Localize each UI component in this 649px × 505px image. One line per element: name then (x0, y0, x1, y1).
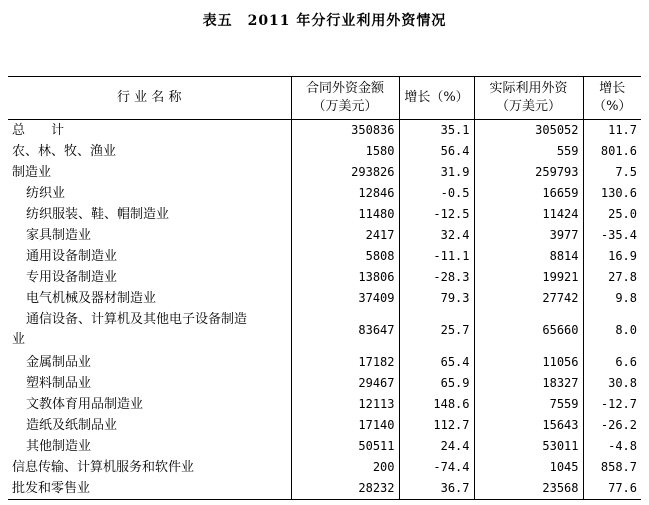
row-growth-1: -0.5 (399, 183, 474, 204)
row-actual-amount: 1045 (474, 457, 583, 478)
header-contract-unit: （万美元） (312, 99, 378, 114)
row-growth-2: -4.8 (583, 436, 641, 457)
row-growth-1: 32.4 (399, 225, 474, 246)
row-growth-1: -28.3 (399, 267, 474, 288)
table-row (8, 352, 641, 373)
row-growth-2: 16.9 (583, 246, 641, 267)
table-row (8, 204, 641, 225)
row-growth-2: -26.2 (583, 415, 641, 436)
row-growth-1: -12.5 (399, 204, 474, 225)
table-row (8, 436, 641, 457)
row-growth-2: 27.8 (583, 267, 641, 288)
row-growth-1: 148.6 (399, 394, 474, 415)
row-growth-1: 79.3 (399, 288, 474, 309)
header-growth-2 (583, 77, 641, 120)
table-title: 表五 2011 年分行业利用外资情况 (202, 13, 447, 29)
table-row (8, 373, 641, 394)
row-growth-2: -12.7 (583, 394, 641, 415)
row-industry-name: 塑料制品业 (26, 376, 92, 391)
row-growth-1: 36.7 (399, 478, 474, 500)
row-contract-amount: 11480 (291, 204, 399, 225)
row-growth-1: 56.4 (399, 141, 474, 162)
row-actual-amount: 305052 (474, 120, 583, 142)
row-contract-amount: 17182 (291, 352, 399, 373)
row-actual-amount: 8814 (474, 246, 583, 267)
row-industry-name: 其他制造业 (26, 439, 92, 454)
row-contract-amount: 50511 (291, 436, 399, 457)
row-industry-name: 纺织服装、鞋、帽制造业 (26, 207, 170, 222)
header-industry-label: 行 业 名 称 (117, 90, 182, 105)
row-actual-amount: 16659 (474, 183, 583, 204)
row-contract-amount: 1580 (291, 141, 399, 162)
row-industry-name: 家具制造业 (26, 228, 92, 243)
header-actual-label: 实际利用外资 (489, 81, 568, 96)
table-row (8, 225, 641, 246)
row-industry-name: 造纸及纸制品业 (26, 418, 118, 433)
row-growth-1: 24.4 (399, 436, 474, 457)
row-growth-1: -11.1 (399, 246, 474, 267)
header-growth-1-label: 增长（%） (404, 90, 469, 105)
row-actual-amount: 7559 (474, 394, 583, 415)
row-industry-name (8, 309, 291, 352)
header-growth-1 (399, 77, 474, 120)
table-row (8, 457, 641, 478)
row-growth-1: 65.4 (399, 352, 474, 373)
row-industry-name: 文教体育用品制造业 (26, 397, 144, 412)
row-growth-1: 112.7 (399, 415, 474, 436)
row-growth-2: 30.8 (583, 373, 641, 394)
header-growth-2-label: 增长（%） (593, 81, 632, 114)
row-actual-amount: 15643 (474, 415, 583, 436)
row-industry-name: 电气机械及器材制造业 (26, 291, 157, 306)
row-contract-amount: 28232 (291, 478, 399, 500)
row-actual-amount: 559 (474, 141, 583, 162)
row-actual-amount: 11056 (474, 352, 583, 373)
row-contract-amount: 13806 (291, 267, 399, 288)
row-industry-name: 专用设备制造业 (26, 270, 118, 285)
row-contract-amount: 12113 (291, 394, 399, 415)
row-industry-name: 通用设备制造业 (26, 249, 118, 264)
row-growth-2: -35.4 (583, 225, 641, 246)
row-growth-2: 11.7 (583, 120, 641, 142)
row-industry-name-line2: 业 (12, 332, 26, 347)
table-row (8, 288, 641, 309)
row-actual-amount: 3977 (474, 225, 583, 246)
row-contract-amount: 17140 (291, 415, 399, 436)
row-contract-amount: 350836 (291, 120, 399, 142)
header-row (8, 77, 641, 120)
header-contract-amount (291, 77, 399, 120)
table-row (8, 246, 641, 267)
row-actual-amount: 23568 (474, 478, 583, 500)
row-growth-2: 6.6 (583, 352, 641, 373)
row-contract-amount: 83647 (291, 309, 399, 352)
row-growth-2: 130.6 (583, 183, 641, 204)
table-row (8, 141, 641, 162)
table-row (8, 162, 641, 183)
row-actual-amount: 18327 (474, 373, 583, 394)
table-row (8, 120, 641, 142)
row-growth-2: 801.6 (583, 141, 641, 162)
row-contract-amount: 5808 (291, 246, 399, 267)
row-contract-amount: 2417 (291, 225, 399, 246)
table-row (8, 394, 641, 415)
table-row (8, 478, 641, 500)
row-growth-2: 858.7 (583, 457, 641, 478)
row-industry-name: 总 计 (12, 123, 65, 138)
row-actual-amount: 65660 (474, 309, 583, 352)
row-growth-2: 7.5 (583, 162, 641, 183)
row-actual-amount: 27742 (474, 288, 583, 309)
row-growth-1: 35.1 (399, 120, 474, 142)
row-contract-amount: 37409 (291, 288, 399, 309)
row-actual-amount: 11424 (474, 204, 583, 225)
row-contract-amount: 12846 (291, 183, 399, 204)
header-industry (8, 77, 291, 120)
row-industry-name: 批发和零售业 (8, 478, 291, 500)
industry-foreign-investment-table (8, 76, 641, 500)
row-industry-name: 信息传输、计算机服务和软件业 (12, 460, 195, 475)
row-actual-amount: 19921 (474, 267, 583, 288)
table-row (8, 415, 641, 436)
row-growth-1: -74.4 (399, 457, 474, 478)
row-industry-name: 纺织业 (26, 186, 66, 201)
table-row (8, 309, 641, 352)
row-industry-name: 制造业 (12, 165, 52, 180)
row-actual-amount: 53011 (474, 436, 583, 457)
header-actual-unit: （万美元） (495, 99, 561, 114)
row-growth-1: 65.9 (399, 373, 474, 394)
row-growth-2: 8.0 (583, 309, 641, 352)
row-contract-amount: 200 (291, 457, 399, 478)
row-growth-1: 25.7 (399, 309, 474, 352)
row-growth-1: 31.9 (399, 162, 474, 183)
row-contract-amount: 293826 (291, 162, 399, 183)
table-row (8, 267, 641, 288)
header-contract-label: 合同外资金额 (305, 81, 384, 96)
row-growth-2: 25.0 (583, 204, 641, 225)
row-industry-name: 农、林、牧、渔业 (12, 144, 117, 159)
header-actual-amount (474, 77, 583, 120)
row-industry-name: 金属制品业 (26, 355, 92, 370)
row-growth-2: 77.6 (583, 478, 641, 500)
row-growth-2: 9.8 (583, 288, 641, 309)
table-row (8, 183, 641, 204)
row-industry-name-line1: 通信设备、计算机及其他电子设备制造 (26, 312, 248, 327)
row-actual-amount: 259793 (474, 162, 583, 183)
row-contract-amount: 29467 (291, 373, 399, 394)
